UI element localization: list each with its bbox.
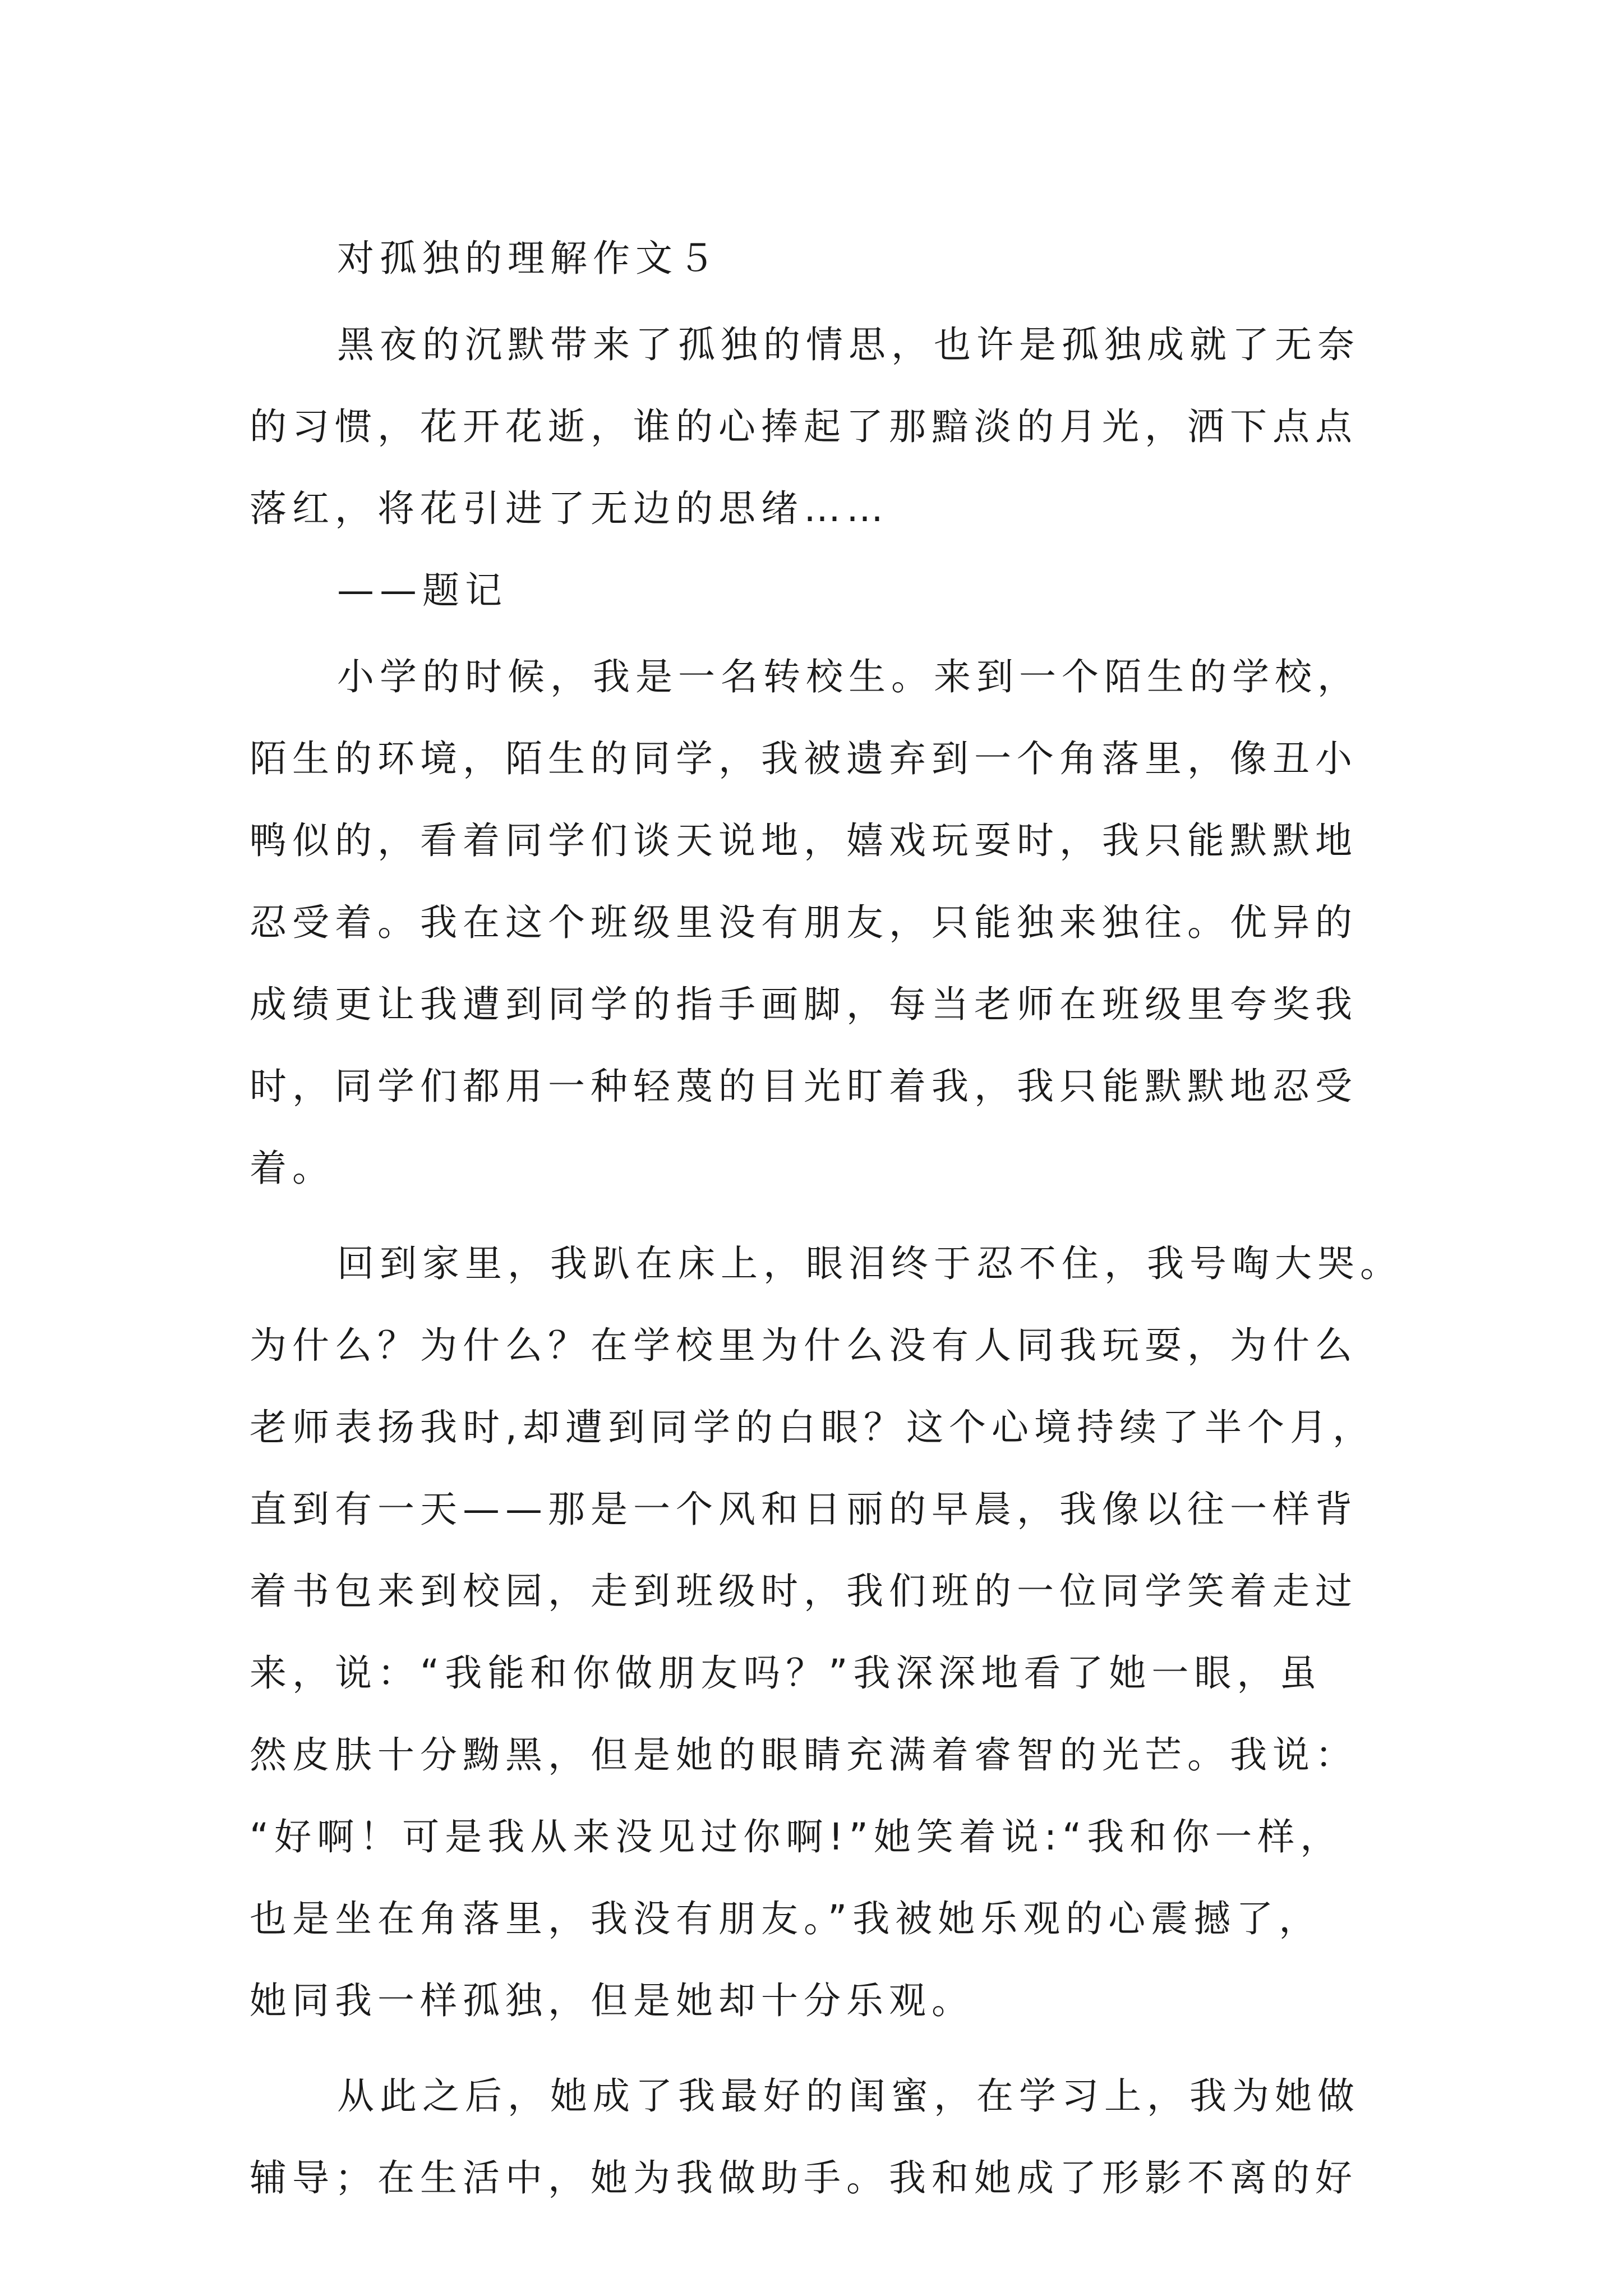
essay-title: 对孤独的理解作文５ [337,237,721,280]
essay-body [250,218,1403,2219]
epigraph: ——题记 [337,569,508,612]
paragraph-line: 着书包来到校园，走到班级时，我们班的一位同学笑着走过 [250,1570,1358,1613]
paragraph-line: 小学的时候，我是一名转校生。来到一个陌生的学校， [337,655,1360,698]
intro-line: 黑夜的沉默带来了孤独的情思，也许是孤独成就了无奈 [337,323,1360,366]
paragraph-line: 也是坐在角落里，我没有朋友。”我被她乐观的心震撼了， [250,1897,1322,1940]
paragraph-line: 直到有一天——那是一个风和日丽的早晨，我像以往一样背 [250,1488,1358,1531]
paragraph-line: “好啊！可是我从来没见过你啊!”她笑着说:“我和你一样， [250,1815,1343,1858]
paragraph-line: 她同我一样孤独，但是她却十分乐观。 [250,1979,974,2022]
paragraph-line: 然皮肤十分黝黑，但是她的眼睛充满着睿智的光芒。我说： [250,1733,1358,1777]
paragraph-line: 成绩更让我遭到同学的指手画脚，每当老师在班级里夸奖我 [250,983,1358,1026]
paragraph-line: 来，说：“我能和你做朋友吗？”我深深地看了她一眼，虽 [250,1651,1322,1695]
paragraph-line: 忍受着。我在这个班级里没有朋友，只能独来独往。优异的 [250,901,1358,944]
paragraph-line: 时，同学们都用一种轻蔑的目光盯着我，我只能默默地忍受 [250,1065,1358,1108]
paragraph-line: 鸭似的，看着同学们谈天说地，嬉戏玩耍时，我只能默默地 [250,819,1358,862]
paragraph-line: 老师表扬我时,却遭到同学的白眼？这个心境持续了半个月， [250,1406,1375,1449]
paragraph-line: 着。 [250,1147,335,1190]
paragraph-line: 回到家里，我趴在床上，眼泪终于忍不住，我号啕大哭。 [337,1242,1403,1285]
paragraph-line: 从此之后，她成了我最好的闺蜜，在学习上，我为她做 [337,2074,1360,2118]
paragraph-line: 辅导；在生活中，她为我做助手。我和她成了形影不离的好 [250,2156,1358,2200]
paragraph-line: 陌生的环境，陌生的同学，我被遗弃到一个角落里，像丑小 [250,737,1358,780]
intro-line: 落红，将花引进了无边的思绪…… [250,487,889,530]
paragraph-line: 为什么？为什么？在学校里为什么没有人同我玩耍，为什么 [250,1324,1358,1367]
intro-line: 的习惯，花开花逝，谁的心捧起了那黯淡的月光，洒下点点 [250,405,1358,448]
